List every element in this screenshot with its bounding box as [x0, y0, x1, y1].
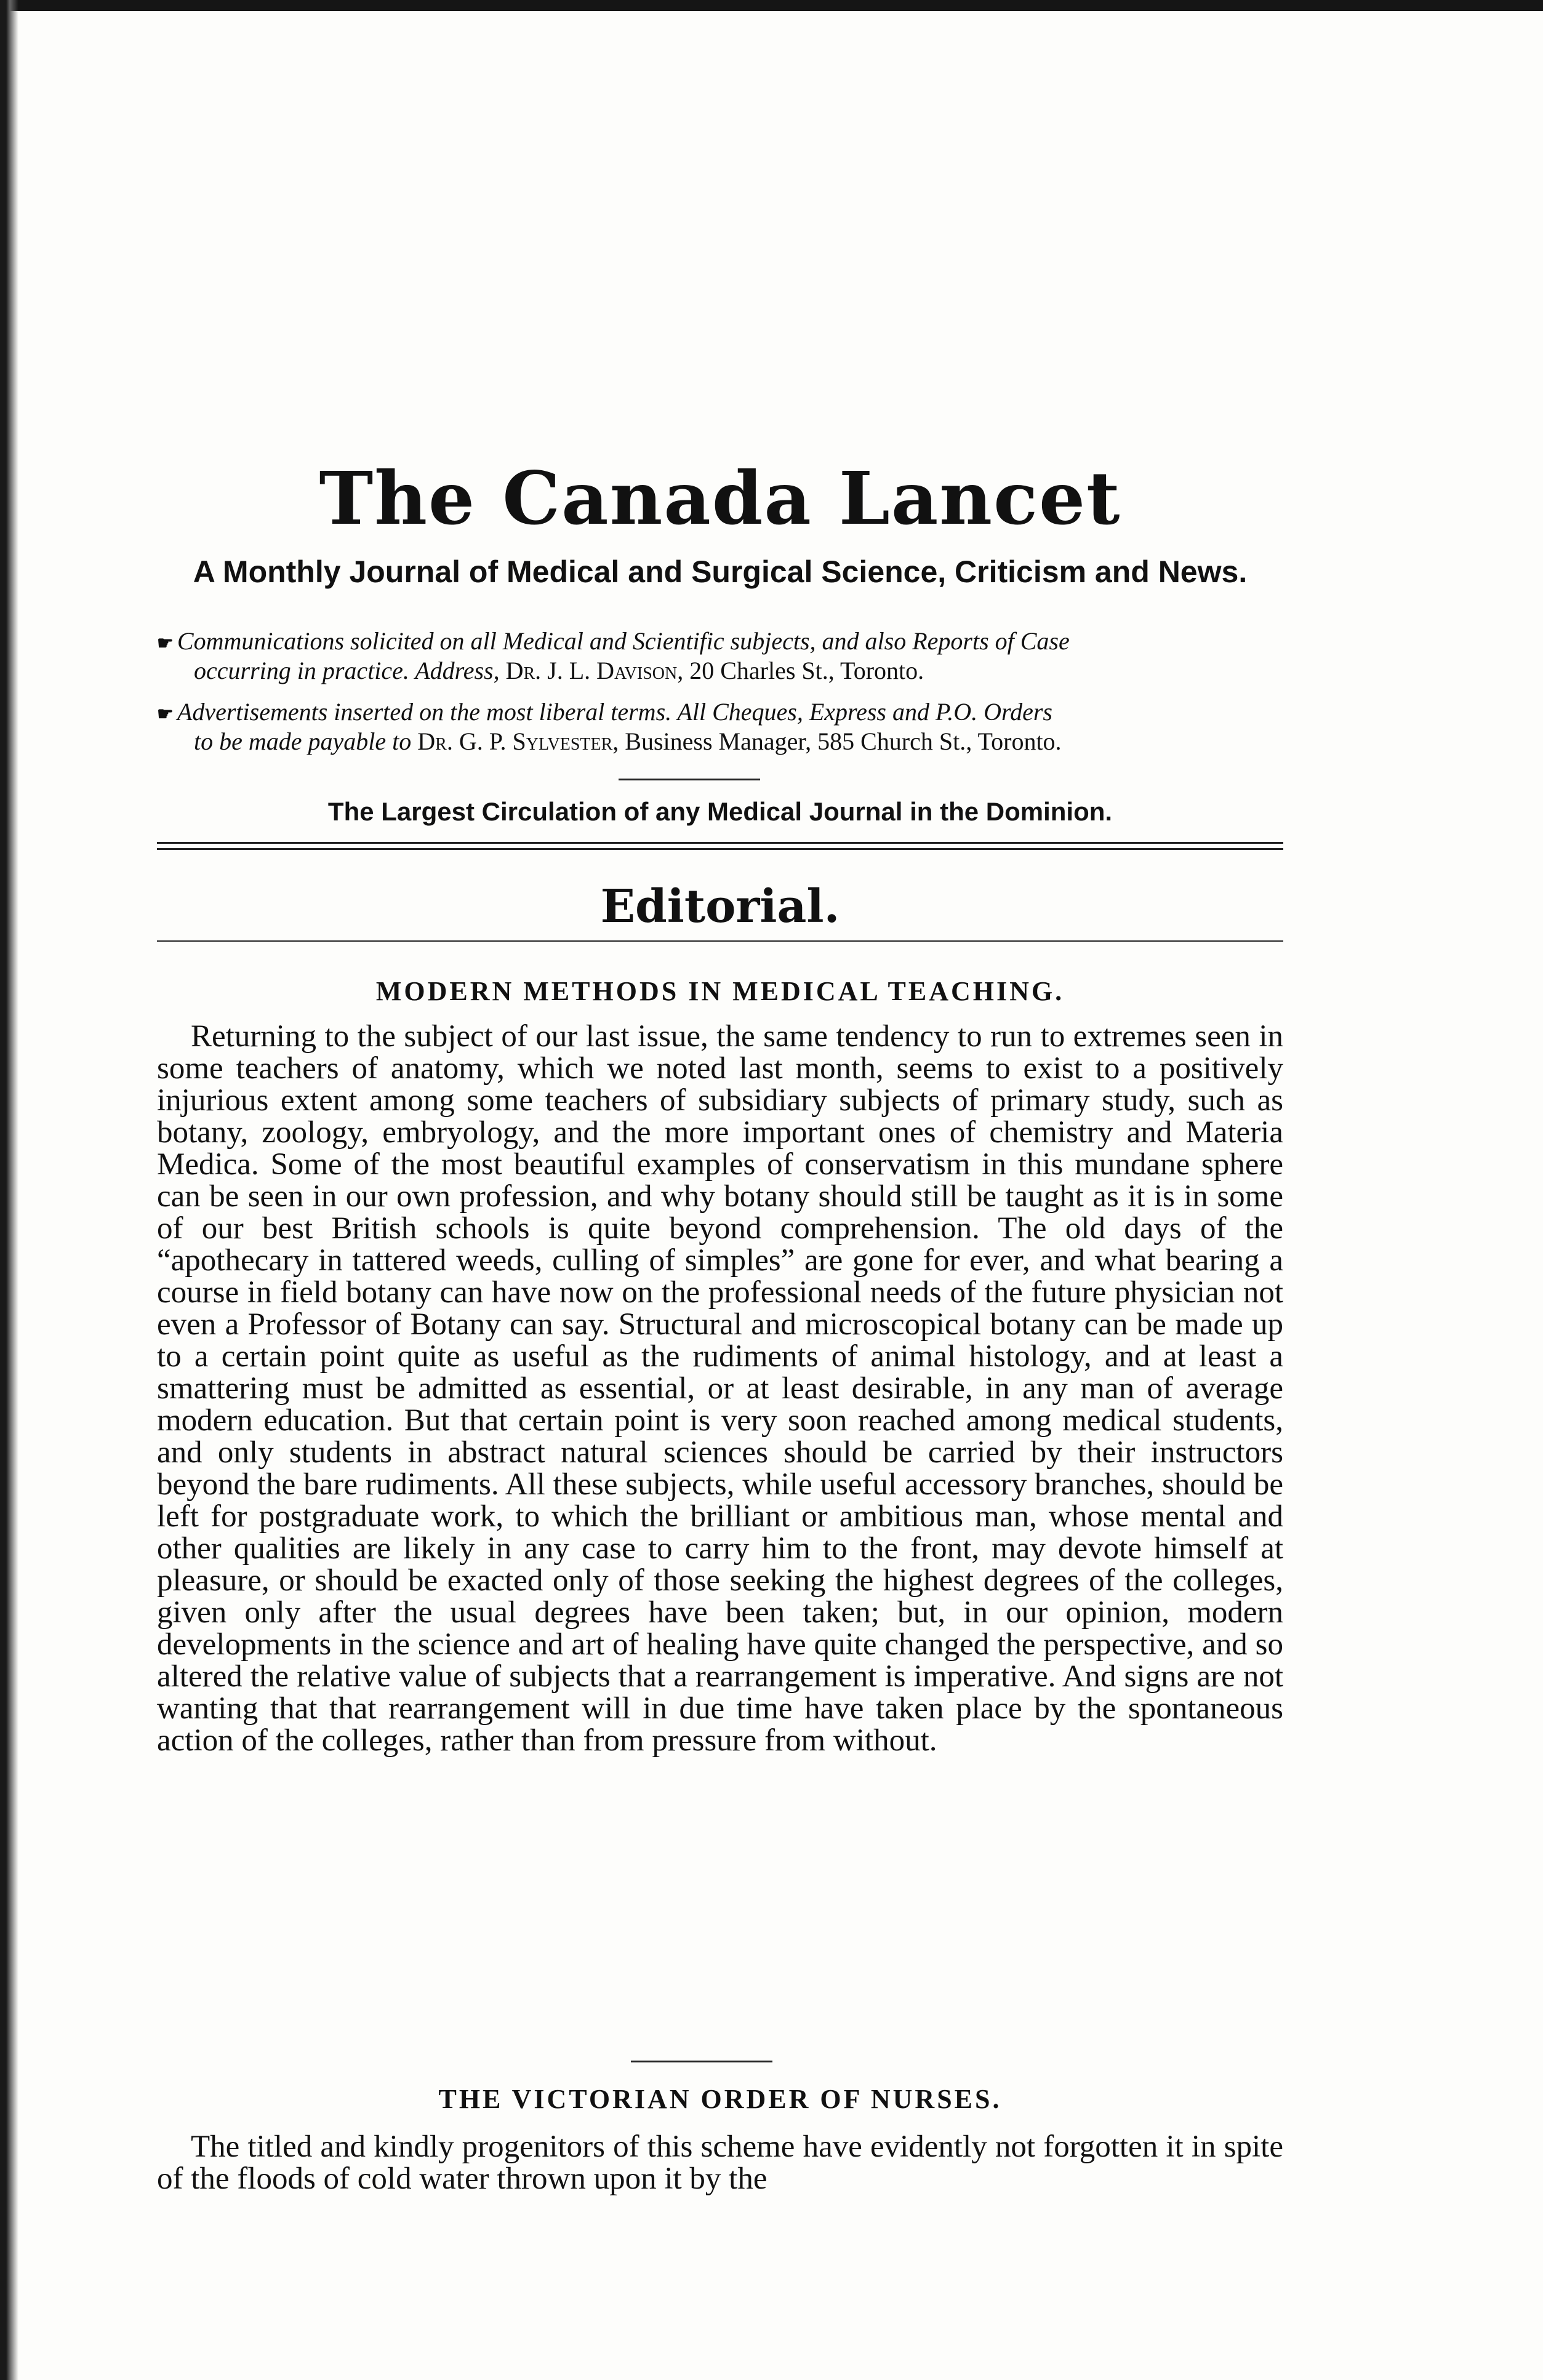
- communications-text: Communications solicited on all Medical and Scientific subjects, and also Reports of Case: [177, 627, 1070, 655]
- circulation-line: The Largest Circulation of any Medical Journal in the Dominion.: [327, 797, 1113, 826]
- double-rule-bottom: [157, 848, 1283, 850]
- scan-top-border: [0, 0, 1543, 11]
- advertisements-text-2: to be made payable to: [194, 727, 412, 755]
- article-body: Returning to the subject of our last issue, the same tendency to run to extremes seen in some teachers of anatomy, which we noted last month, seems to exist to a positively injurious extent among some teachers of subsidiary subjects of primary study, such as botany, zoology, embryology, and the more important ones of chemistry and Materia Medica. Some of the most beautiful examples of conservatism in this mundane sphere can be seen in our own profession, and why botany should still be taught as it is in some of our best British schools is quite beyond comprehension. The old days of the “apothecary in tattered weeds, culling of simples” are gone for ever, and what bearing a course in field botany can have now on the professional needs of the future physician not even a Professor of Botany can say. Structural and microscopical botany can be made up to a certain point quite as useful as the rudiments of animal histology, and at least a smattering must be admitted as essential, or at least desirable, in any man of average modern education. But that certain point is very soon reached among medical students, and only students in abstract natural sciences should be carried by their instructors beyond the bare rudiments. All these subjects, while useful accessory branches, should be left for postgraduate work, to which the brilliant or ambitious man, whose mental and other qualities are likely in any case to carry him to the front, may devote himself at pleasure, or should be exacted only of those seeking the highest degrees of the colleges, given only after the usual degrees have been taken; but, in our opinion, modern developments in the science and art of healing have quite changed the perspective, and so altered the relative value of subjects that a rearrangement is imperative. And signs are not wanting that that rearrangement will in due time have taken place by the spontaneous action of the colleges, rather than from pressure from without.: [157, 1019, 1283, 1758]
- double-rule-top: [157, 842, 1283, 844]
- pointing-hand-icon: ☛: [157, 633, 174, 654]
- communications-notice: [157, 628, 1283, 684]
- journal-title: The Canada Lancet: [319, 455, 1121, 541]
- communications-text-2: occurring in practice. Address,: [194, 657, 500, 684]
- article-heading: THE VICTORIAN ORDER OF NURSES.: [438, 2084, 1002, 2114]
- advertisements-text: Advertisements inserted on the most liberal terms. All Cheques, Express and P.O. Orders: [177, 698, 1052, 726]
- section-rule: [157, 940, 1283, 942]
- journal-subtitle: A Monthly Journal of Medical and Surgical Science, Criticism and News.: [193, 555, 1248, 589]
- scan-left-edge: [0, 0, 18, 2380]
- manager-name: Dr. G. P. Sylvester,: [417, 727, 619, 755]
- editor-address: 20 Charles St., Toronto.: [689, 657, 924, 684]
- editor-name: Dr. J. L. Davison,: [505, 657, 684, 684]
- pointing-hand-icon: ☛: [157, 704, 174, 724]
- advertisements-notice: [157, 699, 1283, 755]
- article-body: The titled and kindly progenitors of this scheme have evidently not forgotten it in spite of the floods of cold water thrown upon it by the: [157, 2130, 1283, 2196]
- article-heading: MODERN METHODS IN MEDICAL TEACHING.: [375, 976, 1065, 1006]
- divider: [631, 2061, 772, 2062]
- divider: [619, 779, 760, 780]
- section-title: Editorial.: [600, 880, 840, 933]
- manager-address: Business Manager, 585 Church St., Toronto.: [625, 727, 1062, 755]
